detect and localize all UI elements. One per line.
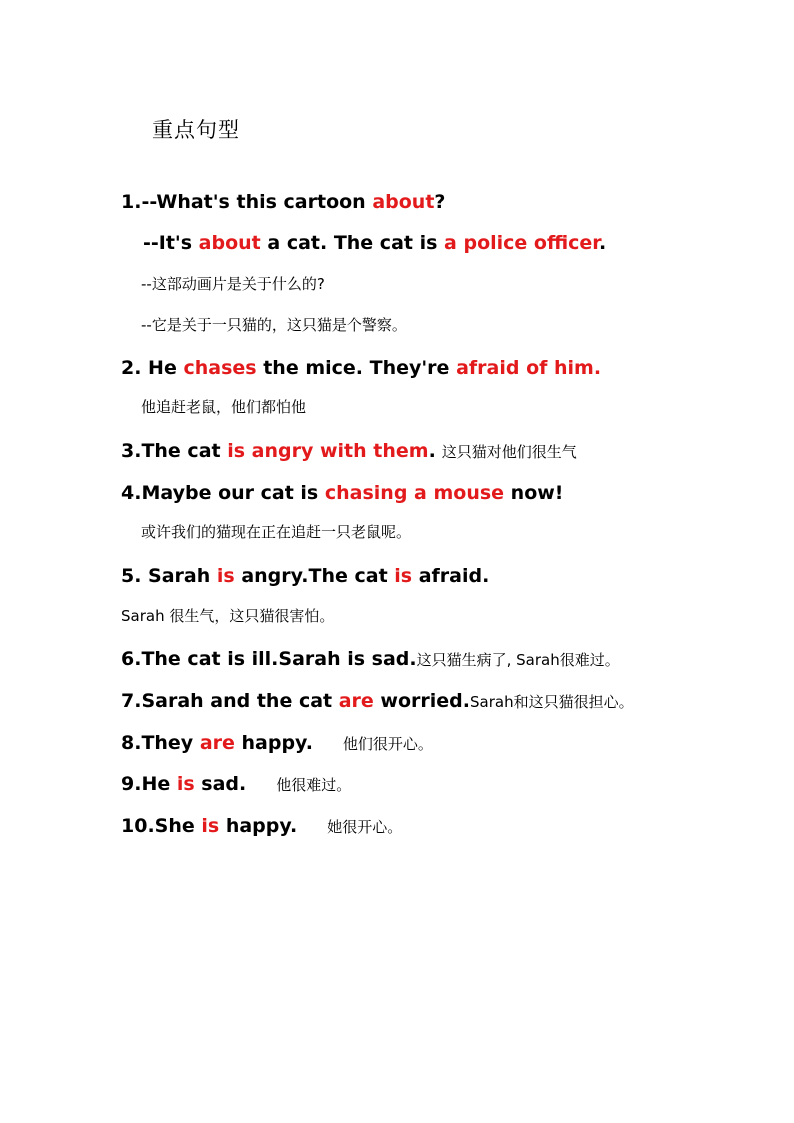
highlight-segment: is [394,565,413,587]
sentence-1-answer [143,234,606,253]
sentence-7-translation: Sarah和这只猫很担心。 [470,693,634,711]
text-segment: angry.The cat [234,565,395,587]
text-segment: 1.--What's this cartoon [121,191,373,213]
sentence-9-translation: 他很难过。 [276,776,352,794]
text-segment: 10.She [121,815,202,837]
text-segment: sad. [194,773,247,795]
text-segment: . [598,232,607,254]
highlight-segment: is [201,815,220,837]
sentence-3 [121,442,577,461]
highlight-segment: is [176,773,195,795]
text-segment: 3.The cat [121,440,228,462]
text-segment: 4.Maybe our cat is [121,482,325,504]
text-segment: 7.Sarah and the cat [121,690,339,712]
text-segment: 8.They [121,732,200,754]
sentence-1-translation-question: --这部动画片是关于什么的? [141,275,325,293]
sentence-2-translation: 他追赶老鼠，他们都怕他 [141,398,307,416]
text-segment: now! [504,482,564,504]
sentence-6-translation: 这只猫生病了, Sarah很难过。 [416,651,620,669]
text-segment: happy. [234,732,313,754]
sentence-10 [121,817,402,836]
sentence-7 [121,692,634,711]
text-segment: a cat. The cat is [260,232,445,254]
text-segment: afraid. [412,565,490,587]
sentence-9 [121,775,351,794]
highlight-segment: is angry with them [227,440,429,462]
highlight-segment: about [372,191,435,213]
page-title: 重点句型 [152,118,240,142]
highlight-segment: are [338,690,374,712]
highlight-segment: afraid of him. [456,357,602,379]
highlight-segment: chases [183,357,257,379]
sentence-1-translation-answer: --它是关于一只猫的，这只猫是个警察。 [141,316,407,334]
text-segment: 2. He [121,357,184,379]
text-segment: 9.He [121,773,177,795]
sentence-10-translation: 她很开心。 [327,818,403,836]
highlight-segment: a police officer [444,232,599,254]
sentence-4-translation: 或许我们的猫现在正在追赶一只老鼠呢。 [141,523,412,541]
sentence-8-translation: 他们很开心。 [342,735,433,753]
text-segment: happy. [219,815,298,837]
sentence-8 [121,734,433,753]
sentence-1-question [121,193,445,212]
highlight-segment: chasing a mouse [324,482,505,504]
text-segment: 5. Sarah [121,565,217,587]
highlight-segment: about [198,232,261,254]
sentence-4 [121,484,563,503]
text-segment: --It's [143,232,199,254]
highlight-segment: is [216,565,235,587]
highlight-segment: are [199,732,235,754]
text-segment: the mice. They're [256,357,457,379]
text-segment: worried. [373,690,470,712]
sentence-6 [121,650,620,669]
sentence-5-translation: Sarah 很生气，这只猫很害怕。 [121,607,335,625]
sentence-3-translation: 这只猫对他们很生气 [441,443,577,461]
text-segment: 6.The cat is ill.Sarah is sad. [121,648,417,670]
text-segment: ? [434,191,446,213]
sentence-2 [121,359,601,378]
sentence-5 [121,567,489,586]
text-segment: . [428,440,436,462]
